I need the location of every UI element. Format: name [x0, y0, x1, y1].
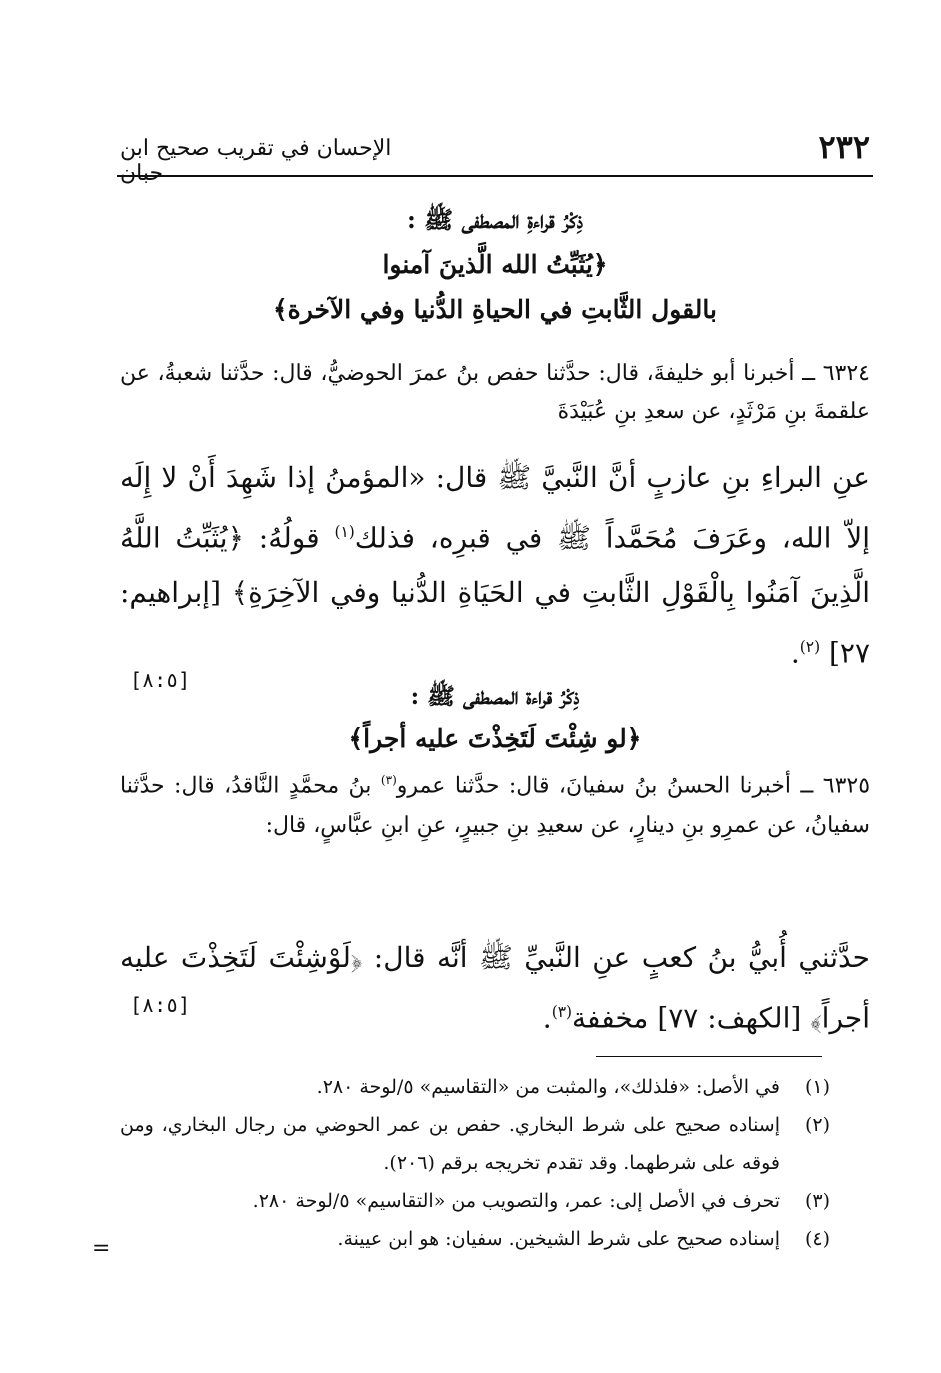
section-heading: ذِكْرُ قراءة المصطفى ﷺ :: [410, 683, 580, 710]
footnote-text: في الأصل: «فلذلك»، والمثبت من «التقاسيم» ٥/لوحة ٢٨٠.: [316, 1076, 780, 1098]
footnote-number: (١): [804, 1076, 830, 1098]
footnote-number: (٤): [804, 1228, 830, 1250]
running-header-title: الإحسان في تقريب صحيح ابن حبان: [120, 136, 392, 186]
matn-text: قولُهُ: ﴿يُثَبِّتُ اللَّهُ الَّذِينَ آمَنُوا بِالْقَوْلِ الثَّابتِ في الحَيَاةِ الدُّنيا وفي الآخِرَةِ﴾ [إبراهيم: ٢٧]: [120, 521, 870, 670]
footnote-number: (٢): [804, 1114, 830, 1136]
footnote-text: إسناده صحيح على شرط البخاري. حفص بن عمر الحوضي من رجال البخاري، ومن فوقه على شرطهما. وقد تقدم تخريجه برقم (٢٠٦).: [120, 1114, 780, 1174]
header-rule: [117, 175, 873, 177]
matn-end: .: [790, 636, 800, 670]
page-number: ٢٣٢: [818, 128, 870, 166]
hadith-matn: [120, 450, 870, 681]
footnote-marker[interactable]: (٢): [799, 638, 821, 657]
matn-end: .: [542, 1001, 552, 1035]
footnote-text: تحرف في الأصل إلى: عمر، والتصويب من «التقاسيم» ٥/لوحة ٢٨٠.: [252, 1190, 780, 1212]
hadith-isnad: ٦٣٢٤ ــ أخبرنا أبو خليفةَ، قال: حدَّثنا حفص بنُ عمرَ الحوضيُّ، قال: حدَّثنا شعبةُ، عن علقمةَ بنِ مَرْثَدٍ، عن سعدِ بنِ عُبَيْدَةَ: [120, 361, 870, 424]
verse-line: ﴿لو شِئْتَ لَتَخِذْتَ عليه أجراً﴾: [348, 724, 642, 753]
verse-line: ﴿يُثَبِّتُ الله الَّذينَ آمنوا: [382, 250, 608, 279]
verse-line: بالقول الثَّابتِ في الحياةِ الدُّنيا وفي الآخرة﴾: [273, 295, 717, 324]
reference-tag: [٨:٥]: [130, 993, 191, 1017]
footnote: [120, 1182, 830, 1220]
footnotes: [120, 1068, 830, 1258]
margin-marker: =: [92, 1236, 111, 1261]
footnote-number: (٣): [804, 1190, 830, 1212]
footnote-marker[interactable]: (٣): [551, 1003, 573, 1021]
footnote-marker[interactable]: (٣): [380, 773, 397, 787]
matn-text: عنِ البراءِ بنِ عازبٍ أنَّ النَّبيَّ ﷺ قال: «المؤمنُ إذا شَهِدَ أَنْ لا إِلَه إلاّ الله، وعَرَفَ مُحَمَّداً ﷺ في قبرِه، فذلك: [120, 461, 870, 555]
reference-tag: [٨:٥]: [130, 668, 191, 692]
footnote: [120, 1220, 830, 1258]
matn-text: حدَّثني أُبيُّ بنُ كعبٍ عنِ النَّبيِّ ﷺ أنَّه قال: ﴿لَوْشِئْتَ لَتَخِذْتَ عليه أجراً﴾ [الكهف: ٧٧] مخففة: [120, 941, 870, 1035]
footnote-rule: [596, 1056, 822, 1057]
footnote-marker[interactable]: (١): [334, 523, 355, 541]
footnote: [120, 1068, 830, 1106]
hadith-isnad: [120, 760, 870, 846]
isnad-text: بنُ محمَّدٍ النَّاقدُ، قال: حدَّثنا سفيانُ، عن عمرِو بنِ دينارٍ، عن سعيدِ بنِ جبيرٍ، عنِ ابنِ عبَّاسٍ، قال:: [120, 773, 870, 839]
isnad-text: ٦٣٢٥ ــ أخبرنا الحسنُ بنُ سفيانَ، قال: حدَّثنا عمرو: [396, 773, 871, 799]
section-heading: ذِكْرُ قراءةِ المصطفى ﷺ :: [406, 205, 584, 234]
footnote-text: إسناده صحيح على شرط الشيخين. سفيان: هو ابن عيينة.: [337, 1228, 780, 1250]
hadith-matn: [120, 930, 870, 1045]
footnote: [120, 1106, 830, 1182]
